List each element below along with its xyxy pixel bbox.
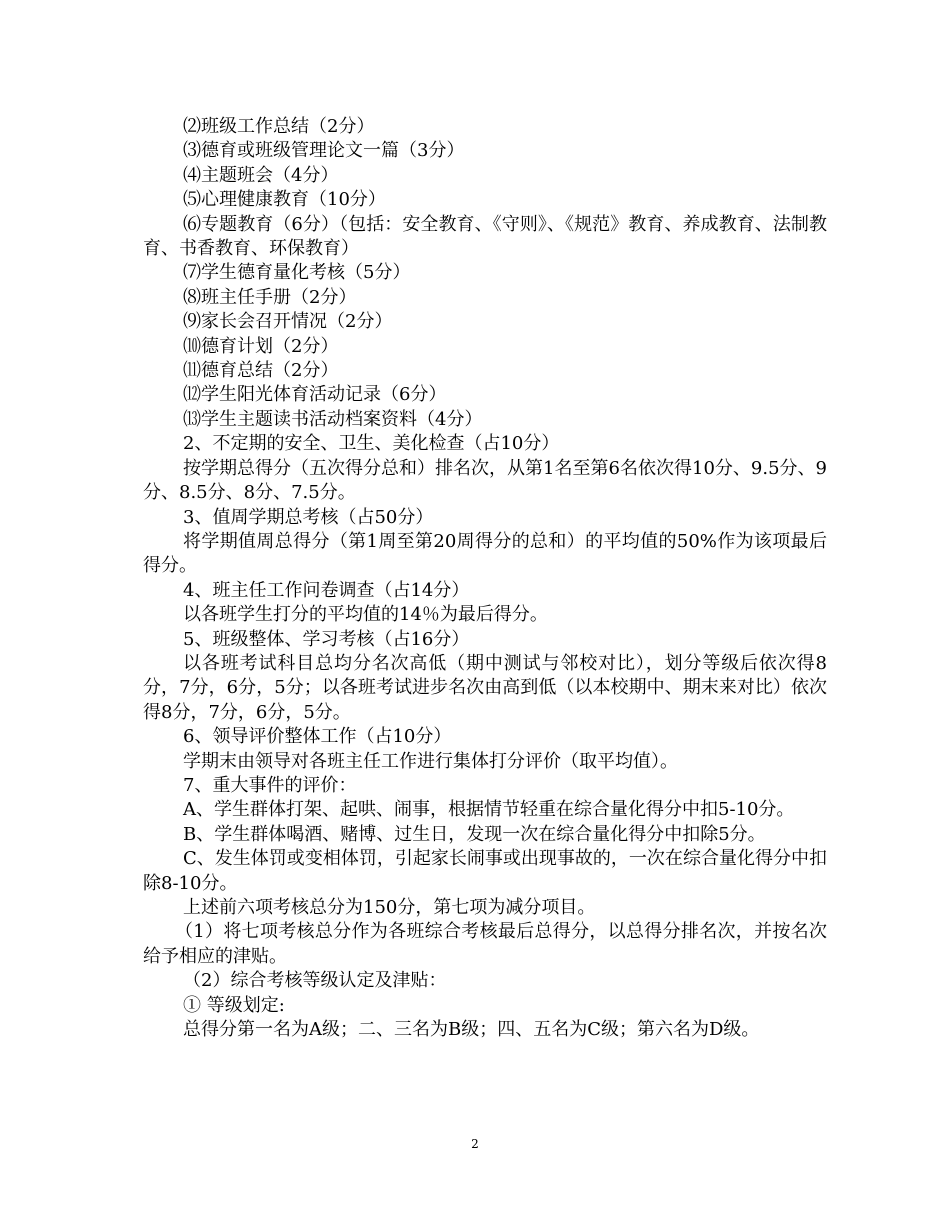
- paragraph: ⑿学生阳光体育活动记录（6分）: [183, 384, 447, 406]
- paragraph: 以各班考试科目总均分名次高低（期中测试与邻校对比），划分等级后依次得8分，7分，6分，5分；以各班考试进步名次由高到低（以本校期中、期末来对比）依次得8分，7分，6分，5分。: [143, 652, 827, 723]
- paragraph: 上述前六项考核总分为150分，第七项为减分项目。: [183, 897, 596, 918]
- paragraph: 以各班学生打分的平均值的14％为最后得分。: [183, 604, 548, 626]
- paragraph: B、学生群体喝酒、赌博、过生日，发现一次在综合量化得分中扣除5分。: [183, 823, 766, 845]
- paragraph: C、发生体罚或变相体罚，引起家长闹事或出现事故的，一次在综合量化得分中扣除8-10分。: [143, 848, 827, 894]
- paragraph: ⑸心理健康教育（10分）: [183, 189, 386, 211]
- paragraph: 2、不定期的安全、卫生、美化检查（占10分）: [183, 433, 560, 455]
- paragraph: ⑾德育总结（2分）: [183, 360, 339, 382]
- page-number: 2: [471, 1137, 479, 1151]
- paragraph: ① 等级划定:: [183, 994, 285, 1016]
- paragraph: 4、班主任工作问卷调查（占14分）: [183, 579, 470, 601]
- paragraph: ⑶德育或班级管理论文一篇（3分）: [183, 140, 465, 162]
- paragraph: 5、班级整体、学习考核（占16分）: [183, 628, 470, 650]
- paragraph: ⑵班级工作总结（2分）: [183, 116, 375, 137]
- paragraph: ⑷主题班会（4分）: [183, 164, 339, 186]
- paragraph: （2）综合考核等级认定及津贴：: [183, 970, 447, 992]
- paragraph: 7、重大事件的评价：: [183, 774, 357, 796]
- paragraph: ⑺学生德育量化考核（5分）: [183, 262, 411, 284]
- paragraph: A、学生群体打架、起哄、闹事，根据情节轻重在综合量化得分中扣5-10分。: [183, 799, 795, 821]
- paragraph: （1）将七项考核总分作为各班综合考核最后总得分，以总得分排名次，并按名次给予相应的津贴。: [143, 921, 827, 967]
- paragraph: ⑹专题教育（6分）（包括：安全教育、《守则》、《规范》教育、养成教育、法制教育、书香教育、环保教育）: [143, 213, 827, 260]
- paragraph: ⑼家长会召开情况（2分）: [183, 311, 393, 333]
- paragraph: 学期末由领导对各班主任工作进行集体打分评价（取平均值）。: [183, 750, 678, 772]
- paragraph: ⒀学生主题读书活动档案资料（4分）: [183, 408, 483, 430]
- paragraph: 按学期总得分（五次得分总和）排名次，从第1名至第6名依次得10分、9.5分、9分、8.5分、8分、7.5分。: [143, 457, 827, 504]
- document-body: [143, 115, 827, 1042]
- paragraph: 6、领导评价整体工作（占10分）: [183, 726, 452, 748]
- paragraph: 将学期值周总得分（第1周至第20周得分的总和）的平均值的50%作为该项最后得分。: [143, 530, 827, 577]
- paragraph: 3、值周学期总考核（占50分）: [183, 506, 434, 528]
- paragraph: ⑻班主任手册（2分）: [183, 286, 357, 308]
- paragraph: ⑽德育计划（2分）: [183, 335, 339, 357]
- paragraph: 总得分第一名为A级；二、三名为B级；四、五名为C级；第六名为D级。: [183, 1019, 760, 1041]
